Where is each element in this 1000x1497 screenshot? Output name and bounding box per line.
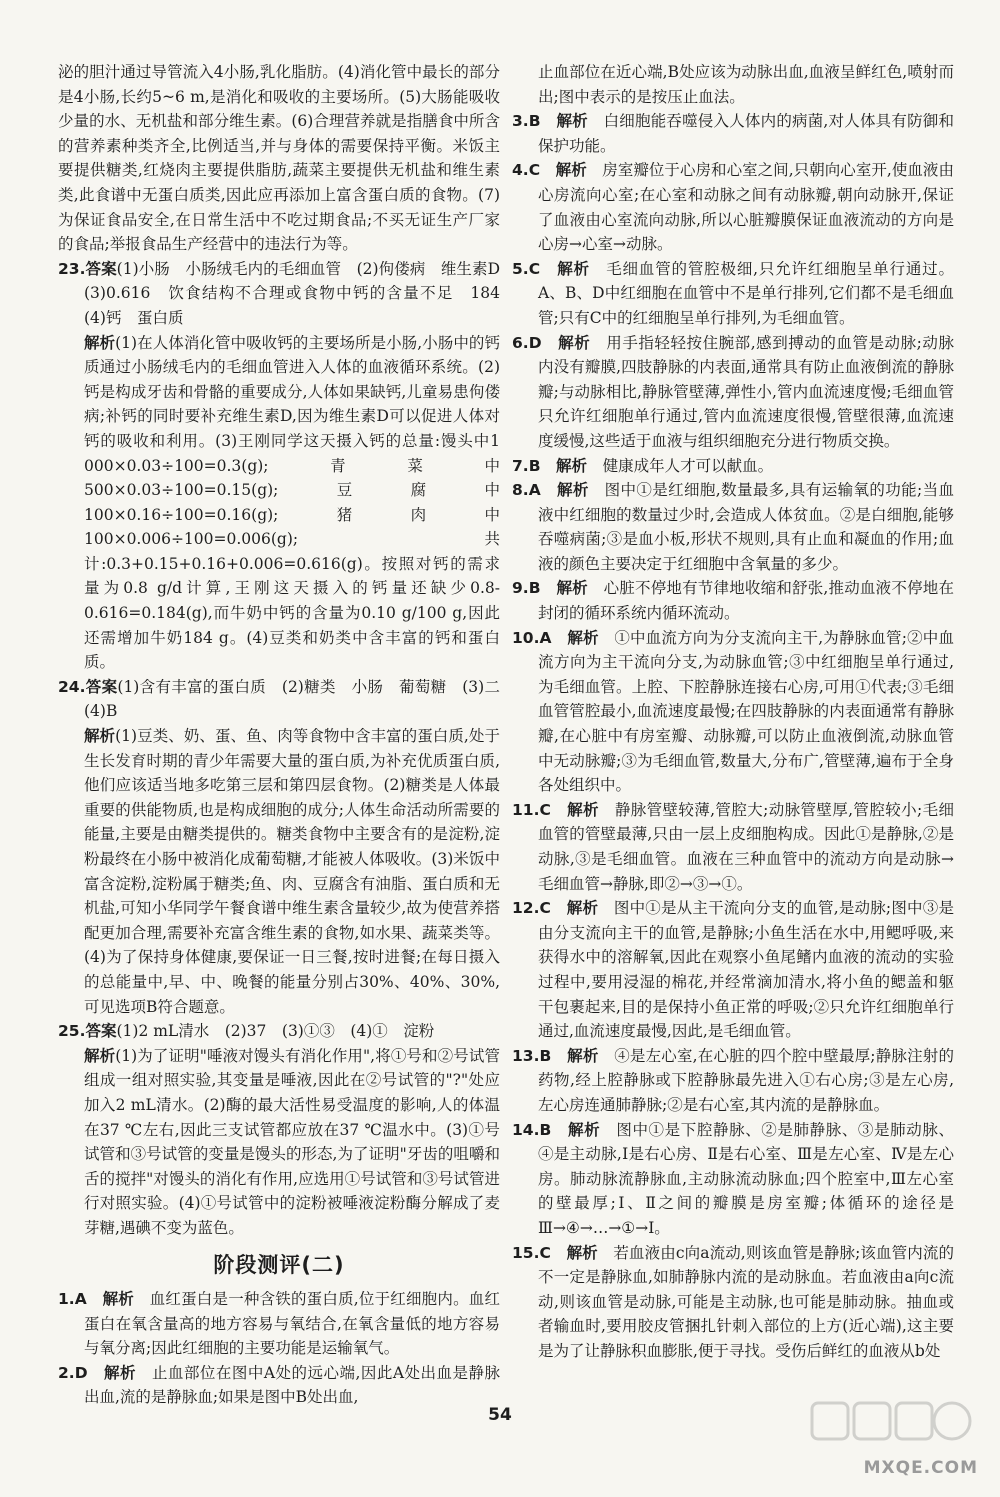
- analysis-label: 解析: [84, 727, 116, 746]
- answer-label: 答案: [85, 1022, 117, 1041]
- stage-question-14: [512, 1118, 954, 1241]
- analysis-text: 图中①是从主干流向分支的血管,是动脉;图中③是由分支流向主干的血管,是静脉;小鱼生活在水中,用鳃呼吸,来获得水中的溶解氧,因此在观察小鱼尾鳍内血液的流动的实验过程中,要用浸湿的棉花,并经常滴加清水,将小鱼的鳃盖和躯干包裹起来,目的是保持小鱼正常的呼吸;②只允许红细胞单行通过,血流速度最慢,因此,是毛细血管。: [538, 899, 954, 1041]
- analysis-label: 解析: [84, 333, 116, 352]
- analysis-label: 解析: [556, 112, 588, 131]
- analysis-text: ①中血流方向为分支流向主干,为静脉血管;②中血流方向为主干流向分支,为动脉血管;③中红细胞呈单行通过,为毛细血管。上腔、下腔静脉连接右心房,可用①代表;③毛细血管管腔最小,血流速度最慢;在四肢静脉的内表面通常有静脉瓣,在心脏中有房室瓣、动脉瓣,可以防止血液倒流,动脉血管中无动脉瓣;③为毛细血管,数量大,分布广,管壁薄,遍布于全身各处组织中。: [538, 628, 954, 795]
- question-24: [58, 675, 516, 724]
- analysis-label: 解析: [102, 1290, 134, 1309]
- page-number: 54: [488, 1405, 512, 1425]
- question-number: 8.: [512, 481, 529, 500]
- analysis-label: 解析: [555, 161, 587, 180]
- answer-label: 答案: [85, 259, 117, 278]
- stage-question-3: [512, 109, 954, 158]
- analysis-text: 止血部位在图中A处的远心端,因此A处出血是静脉出血,流的是静脉血;如果是图中B处出血,: [84, 1363, 500, 1407]
- question-number: 15.: [512, 1243, 540, 1262]
- answer-letter: C: [528, 161, 541, 180]
- analysis-label: 解析: [566, 899, 599, 918]
- analysis-text: 毛细血管的管腔极细,只允许红细胞呈单行通过。A、B、D中红细胞在血管中不是单行排列,它们都不是毛细血管;只有C中的红细胞呈单行排列,为毛细血管。: [538, 259, 954, 327]
- analysis-label: 解析: [556, 481, 589, 500]
- stage-question-5: [512, 257, 954, 331]
- question-number: 14.: [512, 1120, 540, 1139]
- analysis-text: 静脉管壁较薄,管腔大;动脉管壁厚,管腔较小;毛细血管的管壁最薄,只由一层上皮细胞构成。因此①是静脉,②是动脉,③是毛细血管。血液在三种血管中的流动方向是动脉→毛细血管→静脉,即②→③→①。: [538, 800, 954, 893]
- stage-question-9: [512, 576, 954, 625]
- question-number: 4.: [512, 161, 529, 180]
- stage-question-6: [512, 331, 954, 454]
- question-25: [58, 1019, 500, 1044]
- question-number: 10.: [512, 628, 540, 647]
- stage-question-7: [512, 454, 954, 479]
- question-number: 7.: [512, 456, 529, 475]
- analysis-text: 房室瓣位于心房和心室之间,只朝向心室开,使血液由心房流向心室;在心室和动脉之间有动脉瓣,朝向动脉开,保证了血液由心室流向动脉,所以心脏瓣膜保证血液流动的方向是心房→心室→动脉。: [538, 161, 954, 254]
- answer-letter: A: [74, 1290, 87, 1309]
- answer-letter: D: [74, 1363, 88, 1382]
- analysis-text: 心脏不停地有节律地收缩和舒张,推动血液不停地在封闭的循环系统内循环流动。: [538, 579, 954, 623]
- stage-question-2: [58, 1361, 500, 1410]
- question-number: 9.: [512, 579, 529, 598]
- analysis-label: 解析: [567, 628, 599, 647]
- stage-question-13: [512, 1044, 954, 1118]
- question-number: 5.: [512, 259, 529, 278]
- question-number: 1.: [58, 1290, 75, 1309]
- analysis-text: (1)在人体消化管中吸收钙的主要场所是小肠,小肠中的钙质通过小肠绒毛内的毛细血管进入人体的血液循环系统。(2)钙是构成牙齿和骨骼的重要成分,人体如果缺钙,儿童易患佝偻病;补钙的同时要补充维生素D,因为维生素D可以促进人体对钙的吸收和利用。(3)王刚同学这天摄入钙的总量:馒头中1 000×0.03÷100=0.3(g);青菜中500×0.03÷100=0.15(g);豆腐中100×0.16÷100=0.16(g);猪肉中100×0.006÷100=0.006(g);共计:0.3+0.15+0.16+0.006=0.616(g)。按照对钙的需求量为0.8 g/d计算,王刚这天摄入的钙量还缺少0.8-0.616=0.184(g),而牛奶中钙的含量为0.10 g/100 g,因此还需增加牛奶184 g。(4)豆类和奶类中含丰富的钙和蛋白质。: [84, 333, 500, 672]
- analysis-label: 解析: [104, 1363, 136, 1382]
- stage-question-12: [512, 896, 954, 1044]
- intro-paragraph: 泌的胆汁通过导管流入4小肠,乳化脂肪。(4)消化管中最长的部分是4小肠,长约5~6 m,是消化和吸收的主要场所。(5)大肠能吸收少量的水、无机盐和部分维生素。(6)合理营养就是指膳食中所含的营养素种类齐全,比例适当,并与身体的需要保持平衡。米饭主要提供糖类,红烧肉主要提供脂肪,蔬菜主要提供无机盐和维生素类,此食谱中无蛋白质类,因此应再添加上富含蛋白质的食物。(7)为保证食品安全,在日常生活中不吃过期食品;不买无证生产厂家的食品;举报食品生产经营中的违法行为等。: [58, 63, 500, 254]
- analysis-label: 解析: [556, 579, 588, 598]
- question-number: 25.: [58, 1022, 86, 1041]
- question-number: 23.: [58, 259, 86, 278]
- answer-text: (1)小肠 小肠绒毛内的毛细血管 (2)佝偻病 维生素D (3)0.616 饮食结构不合理或食物中钙的含量不足 184 (4)钙 蛋白质: [84, 259, 516, 327]
- analysis-text: (1)豆类、奶、蛋、鱼、肉等食物中含丰富的蛋白质,处于生长发育时期的青少年需要大量的蛋白质,为补充优质蛋白质,他们应该适当地多吃第三层和第四层食物。(2)糖类是人体最重要的供能物质,也是构成细胞的成分;人体生命活动所需要的能量,主要是由糖类提供的。糖类食物中主要含有的是淀粉,淀粉最终在小肠中被消化成葡萄糖,才能被人体吸收。(3)米饭中富含淀粉,淀粉属于糖类;鱼、肉、豆腐含有油脂、蛋白质和无机盐,可知小华同学午餐食谱中维生素含量较少,故为使营养搭配更加合理,需要补充富含维生素的食物,如水果、蔬菜类等。(4)为了保持身体健康,要保证一日三餐,按时进餐;在每日摄入的总能量中,早、中、晚餐的能量分别占30%、40%、30%,可见选项B符合题意。: [84, 727, 500, 1016]
- analysis-text: 若血液由c向a流动,则该血管是静脉;该血管内流的不一定是静脉血,如肺静脉内流的是动脉血。若血液由a向c流动,则该血管是动脉,可能是主动脉,也可能是肺动脉。抽血或者输血时,要用胶皮管捆扎针刺入部位的上方(近心端),这主要是为了让静脉积血膨胀,便于寻找。受伤后鲜红的血液从b处: [538, 1243, 954, 1360]
- analysis-label: 解析: [568, 1120, 601, 1139]
- question-number: 12.: [512, 899, 540, 918]
- answer-text: (1)2 mL清水 (2)37 (3)①③ (4)① 淀粉: [116, 1022, 435, 1041]
- question-25-analysis: [58, 1044, 500, 1241]
- stage-question-8: [512, 478, 954, 576]
- continued-paragraph: 止血部位在近心端,B处应该为动脉出血,血液呈鲜红色,喷射而出;图中表示的是按压止血法。: [538, 63, 954, 106]
- analysis-label: 解析: [557, 259, 590, 278]
- stage-question-15: [512, 1241, 954, 1364]
- analysis-label: 解析: [556, 456, 588, 475]
- left-column: [58, 60, 516, 1410]
- analysis-text: (1)为了证明"唾液对馒头有消化作用",将①号和②号试管组成一组对照实验,其变量是唾液,因此在②号试管的"?"处应加入2 mL清水。(2)酶的最大活性易受温度的影响,人的体温在37 ℃左右,因此三支试管都应放在37 ℃温水中。(3)①号试管和③号试管的变量是馒头的形态,为了证明"牙齿的咀嚼和舌的搅拌"对馒头的消化有作用,应选用①号试管和③号试管进行对照实验。(4)①号试管中的淀粉被唾液淀粉酶分解成了麦芽糖,遇碘不变为蓝色。: [84, 1046, 500, 1237]
- stage-question-11: [512, 798, 954, 896]
- answer-letter: C: [539, 800, 551, 819]
- question-23: [58, 257, 516, 331]
- analysis-label: 解析: [567, 800, 599, 819]
- analysis-label: 解析: [84, 1046, 116, 1065]
- analysis-text: 图中①是红细胞,数量最多,具有运输氧的功能;当血液中红细胞的数量过少时,会造成人体贫血。②是白细胞,能够吞噬病菌;③是血小板,形状不规则,具有止血和凝血的作用;血液的颜色主要决定于红细胞中含氧量的多少。: [538, 481, 954, 573]
- analysis-label: 解析: [558, 333, 591, 352]
- answer-letter: B: [528, 112, 541, 131]
- question-number: 24.: [58, 677, 86, 696]
- question-23-analysis: [58, 331, 500, 675]
- analysis-text: 白细胞能吞噬侵入人体内的病菌,对人体具有防御和保护功能。: [538, 112, 954, 155]
- watermark-text: MXQE.COM: [863, 1458, 978, 1478]
- stage-question-1: [58, 1287, 500, 1361]
- analysis-label: 解析: [566, 1243, 598, 1262]
- answer-letter: D: [528, 333, 542, 352]
- answer-letter: C: [539, 899, 551, 918]
- question-number: 11.: [512, 800, 540, 819]
- analysis-label: 解析: [567, 1046, 599, 1065]
- question-number: 2.: [58, 1363, 75, 1382]
- right-column: [512, 60, 954, 1363]
- stage-question-10: [512, 626, 954, 798]
- answer-letter: B: [539, 1046, 552, 1065]
- answer-letter: A: [539, 628, 552, 647]
- question-number: 13.: [512, 1046, 540, 1065]
- analysis-text: 用手指轻轻按住腕部,感到搏动的血管是动脉;动脉内没有瓣膜,四肢静脉的内表面,通常具有防止血液倒流的静脉瓣;与动脉相比,静脉管壁薄,弹性小,管内血流速度慢;毛细血管只允许红细胞单行通过,管内血流速度很慢,管壁很薄,血流速度缓慢,这些适于血液与组织细胞充分进行物质交换。: [538, 333, 954, 450]
- stage-question-4: [512, 158, 954, 256]
- answer-text: (1)含有丰富的蛋白质 (2)糖类 小肠 葡萄糖 (3)二 (4)B: [84, 677, 516, 721]
- question-24-analysis: [58, 724, 500, 1019]
- answer-letter: A: [528, 481, 541, 500]
- question-number: 3.: [512, 112, 529, 131]
- answer-letter: B: [539, 1120, 552, 1139]
- analysis-text: 图中①是下腔静脉、②是肺静脉、③是肺动脉、④是主动脉,Ⅰ是右心房、Ⅱ是右心室、Ⅲ是左心室、Ⅳ是左心房。肺动脉流静脉血,主动脉流动脉血;四个腔室中,Ⅲ左心室的壁最厚;Ⅰ、Ⅱ之间的瓣膜是房室瓣;体循环的途径是Ⅲ→④→…→①→Ⅰ。: [538, 1120, 954, 1237]
- answer-letter: C: [528, 259, 541, 278]
- question-number: 6.: [512, 333, 529, 352]
- analysis-text: 健康成年人才可以献血。: [602, 456, 774, 475]
- answer-letter: C: [539, 1243, 551, 1262]
- answer-label: 答案: [85, 677, 118, 696]
- analysis-text: 血红蛋白是一种含铁的蛋白质,位于红细胞内。血红蛋白在氧含量高的地方容易与氧结合,在氧含量低的地方容易与氧分离;因此红细胞的主要功能是运输氧气。: [84, 1290, 500, 1358]
- answer-letter: B: [528, 579, 541, 598]
- analysis-text: ④是左心室,在心脏的四个腔中壁最厚;静脉注射的药物,经上腔静脉或下腔静脉最先进入①右心房;③是左心房,左心房连通肺静脉;②是右心室,其内流的是静脉血。: [538, 1046, 954, 1114]
- section-title: 阶段测评(二): [213, 1252, 345, 1277]
- answer-letter: B: [528, 456, 541, 475]
